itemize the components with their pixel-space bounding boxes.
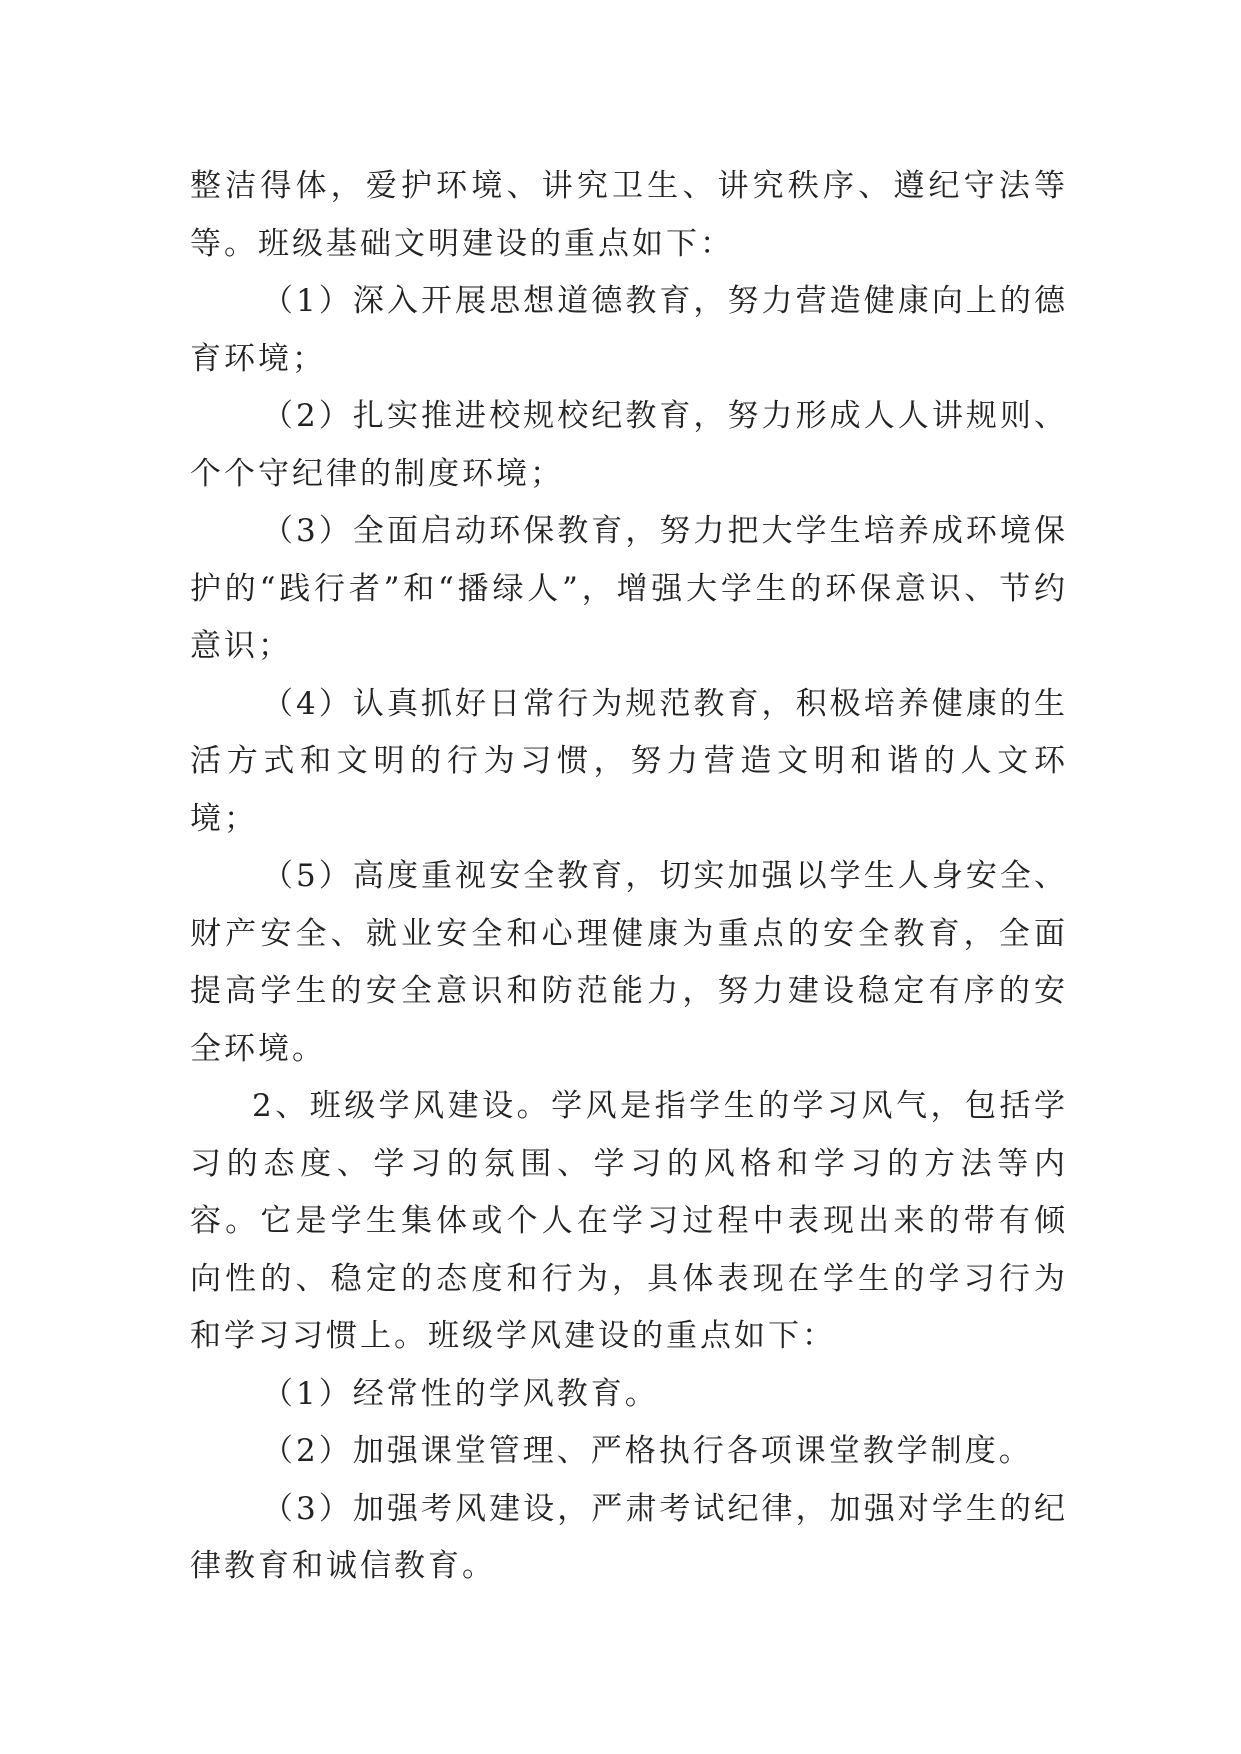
paragraph-item-5: （5）高度重视安全教育，切实加强以学生人身安全、财产安全、就业安全和心理健康为重点的安全教育，全面提高学生的安全意识和防范能力，努力建设稳定有序的安全环境。 (190, 858, 1068, 1067)
paragraph-item-4: （4）认真抓好日常行为规范教育，积极培养健康的生活方式和文明的行为习惯，努力营造文明和谐的人文环境； (190, 685, 1068, 837)
paragraph-continuation: 整洁得体，爱护环境、讲究卫生、讲究秩序、遵纪守法等等。班级基础文明建设的重点如下： (190, 168, 1068, 262)
paragraph-item-1: （1）深入开展思想道德教育，努力营造健康向上的德育环境； (190, 283, 1068, 377)
paragraph-item-3: （3）全面启动环保教育，努力把大学生培养成环境保护的“践行者”和“播绿人”，增强大学生的环保意识、节约意识； (190, 513, 1068, 664)
document-body (190, 158, 1068, 1596)
paragraph-section-2: 2、班级学风建设。学风是指学生的学习风气，包括学习的态度、学习的氛围、学习的风格和学习的方法等内容。它是学生集体或个人在学习过程中表现出来的带有倾向性的、稳定的态度和行为，具体表现在学生的学习行为和学习习惯上。班级学风建设的重点如下： (190, 1088, 1068, 1354)
paragraph-study-item-3: （3）加强考风建设，严肃考试纪律，加强对学生的纪律教育和诚信教育。 (190, 1490, 1068, 1584)
paragraph-study-item-1: （1）经常性的学风教育。 (262, 1375, 659, 1412)
paragraph-study-item-2: （2）加强课堂管理、严格执行各项课堂教学制度。 (262, 1433, 1033, 1469)
paragraph-item-2: （2）扎实推进校规校纪教育，努力形成人人讲规则、个个守纪律的制度环境； (190, 398, 1068, 492)
